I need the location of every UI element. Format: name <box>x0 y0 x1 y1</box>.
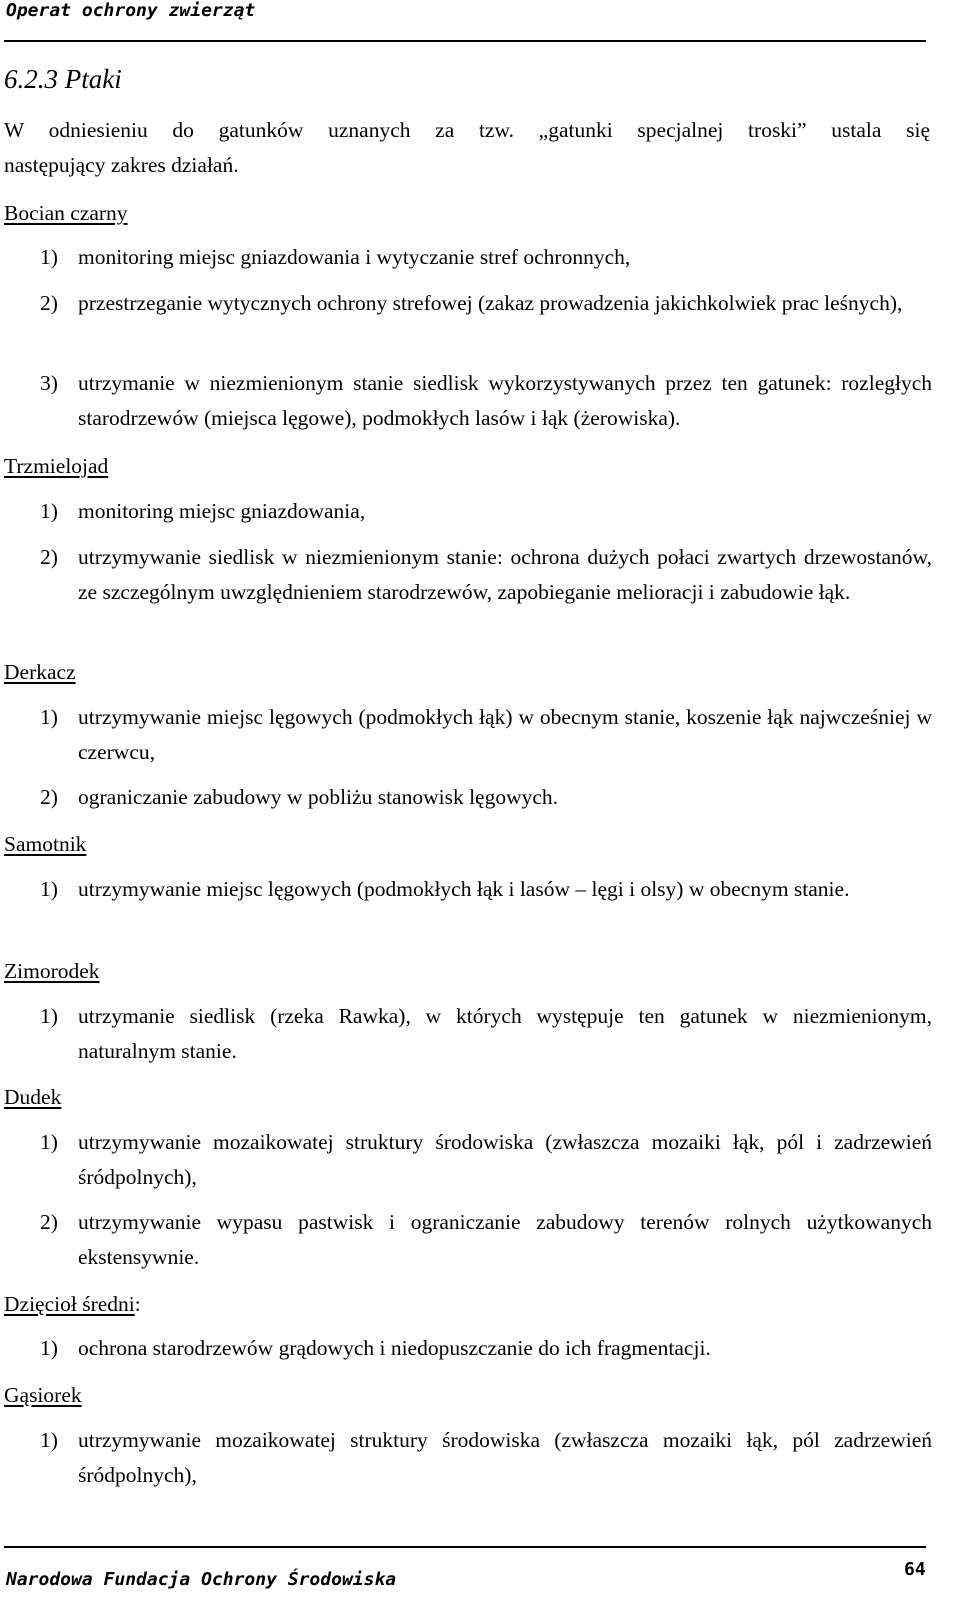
page-number: 64 <box>904 1559 926 1580</box>
item-text: utrzymywanie mozaikowatej struktury środowiska (zwłaszcza mozaiki łąk, pól zadrzewień śródpolnych), <box>78 1428 932 1487</box>
item-text: utrzymanie w niezmienionym stanie siedlisk wykorzystywanych przez ten gatunek: rozległych starodrzewów (miejsca lęgowe), podmokłych lasów i łąk (żerowiska). <box>78 371 932 430</box>
list-item <box>40 494 932 529</box>
list-item <box>40 872 932 907</box>
item-number: 2) <box>40 291 58 315</box>
header-rule <box>4 40 926 42</box>
intro-line-1: W odniesieniu do gatunków uznanych za tzw. „gatunki specjalnej troski” ustala się <box>4 118 930 142</box>
list-item <box>40 1125 932 1195</box>
item-number: 2) <box>40 785 58 809</box>
item-text: utrzymywanie miejsc lęgowych (podmokłych łąk i lasów – lęgi i olsy) w obecnym stanie. <box>78 877 850 901</box>
species-heading: Dudek <box>4 1085 62 1109</box>
intro-line-2: następujący zakres działań. <box>4 153 239 177</box>
item-number: 1) <box>40 245 58 269</box>
list-item <box>40 999 932 1069</box>
item-text: monitoring miejsc gniazdowania, <box>78 499 366 523</box>
species-heading: Derkacz <box>4 660 76 684</box>
item-text: utrzymywanie wypasu pastwisk i ograniczanie zabudowy terenów rolnych użytkowanych ekstensywnie. <box>78 1210 932 1269</box>
list-item <box>40 366 932 436</box>
list-item <box>40 240 932 275</box>
species-heading: Zimorodek <box>4 959 100 983</box>
item-text: ograniczanie zabudowy w pobliżu stanowisk lęgowych. <box>78 785 559 809</box>
list-item <box>40 1423 932 1493</box>
item-number: 1) <box>40 705 58 729</box>
list-item <box>40 540 932 610</box>
item-text: przestrzeganie wytycznych ochrony strefowej (zakaz prowadzenia jakichkolwiek prac leśnych), <box>78 291 903 315</box>
item-text: ochrona starodrzewów grądowych i niedopuszczanie do ich fragmentacji. <box>78 1336 711 1360</box>
item-number: 2) <box>40 545 58 569</box>
item-text: utrzymywanie mozaikowatej struktury środowiska (zwłaszcza mozaiki łąk, pól i zadrzewień śródpolnych), <box>78 1130 932 1189</box>
section-title: 6.2.3 Ptaki <box>4 64 122 94</box>
item-number: 1) <box>40 1130 58 1154</box>
item-text: utrzymanie siedlisk (rzeka Rawka), w których występuje ten gatunek w niezmienionym, naturalnym stanie. <box>78 1004 932 1063</box>
footer-publisher: Narodowa Fundacja Ochrony Środowiska <box>6 1569 397 1590</box>
species-suffix: : <box>134 1292 141 1316</box>
item-number: 1) <box>40 1004 58 1028</box>
list-item <box>40 1205 932 1275</box>
list-item <box>40 1331 932 1366</box>
list-item <box>40 700 932 770</box>
species-heading: Samotnik <box>4 832 87 856</box>
running-header: Operat ochrony zwierząt <box>6 0 256 21</box>
item-text: utrzymywanie miejsc lęgowych (podmokłych łąk) w obecnym stanie, koszenie łąk najwcześniej w czerwcu, <box>78 705 932 764</box>
item-number: 2) <box>40 1210 58 1234</box>
item-number: 1) <box>40 1336 58 1360</box>
item-text: utrzymywanie siedlisk w niezmienionym stanie: ochrona dużych połaci zwartych drzewostanów, ze szczególnym uwzględnieniem starodrzewów, zapobieganie melioracji i zabudowie łąk. <box>78 545 932 604</box>
species-heading: Trzmielojad <box>4 454 109 478</box>
item-number: 1) <box>40 877 58 901</box>
species-name: Dzięcioł średni <box>4 1292 135 1316</box>
species-heading: Bocian czarny <box>4 201 128 225</box>
item-number: 1) <box>40 1428 58 1452</box>
item-number: 3) <box>40 371 58 395</box>
item-text: monitoring miejsc gniazdowania i wytyczanie stref ochronnych, <box>78 245 631 269</box>
list-item <box>40 780 932 815</box>
item-number: 1) <box>40 499 58 523</box>
species-heading <box>4 1290 141 1318</box>
species-heading: Gąsiorek <box>4 1383 82 1407</box>
list-item <box>40 286 932 321</box>
footer-rule <box>4 1546 926 1548</box>
